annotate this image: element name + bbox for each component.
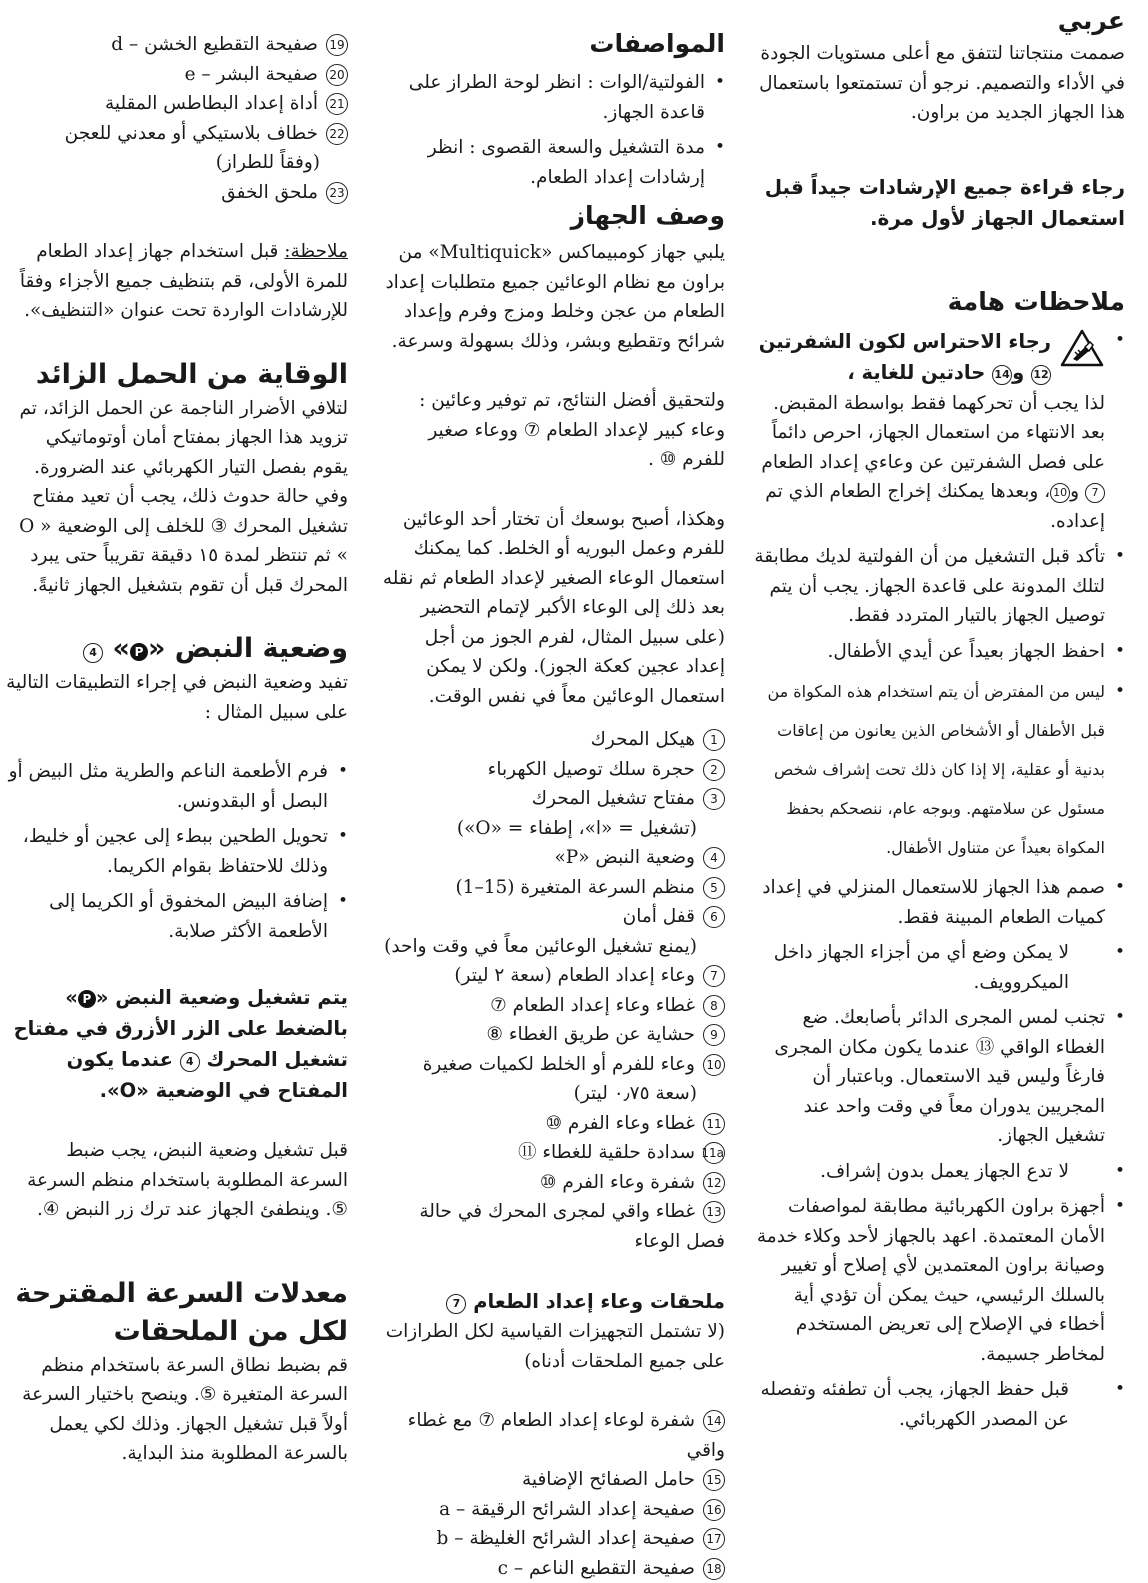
item-number: 8 — [703, 995, 725, 1017]
item-text: غطاء وعاء الفرم ⑩ — [545, 1113, 695, 1134]
item-text: ملحق الخفق — [221, 182, 318, 203]
item-text: حشاية عن طريق الغطاء ⑧ — [486, 1024, 695, 1045]
list-item: • احفظ الجهاز بعيداً عن أيدي الأطفال. — [753, 637, 1125, 667]
list-item — [380, 1554, 725, 1583]
list-item: • لا يمكن وضع أي من أجزاء الجهاز داخل الميكروويف. — [753, 938, 1125, 997]
list-item — [380, 843, 725, 873]
important-notes-heading: ملاحظات هامة — [753, 284, 1125, 320]
item-text: (يمنع تشغيل الوعائين معاً في وقت واحد) — [384, 936, 697, 957]
list-item — [380, 873, 725, 903]
pulse-operation-bold: يتم تشغيل وضعية النبض «P» بالضغط على الزر الأزرق في مفتاح تشغيل المحرك 4 عندما يكون المفتاح في الوضعية «O». — [6, 982, 348, 1106]
item-number: 7 — [703, 965, 725, 987]
specifications-heading: المواصفات — [380, 26, 725, 62]
item-text: صفيحة التقطيع الخشن – d — [111, 34, 318, 55]
list-item: • قبل حفظ الجهاز، يجب أن تطفئه وتفصله عن المصدر الكهربائي. — [753, 1375, 1125, 1434]
list-item: • تحويل الطحين ببطء إلى عجين أو خليط، وذلك للاحتفاظ بقوام الكريما. — [6, 822, 348, 881]
list-item: • ليس من المفترض أن يتم استخدام هذه المكواة من قبل الأطفال أو الأشخاص الذين يعانون من إعاقات بدنية أو عقلية، إلا إذا كان ذلك تحت إشراف شخص مسئول عن سلامتهم. وبوجه عام، ننصحكم بحفظ المكواة بعيداً عن متناول الأطفال. — [753, 672, 1125, 867]
item-number: 15 — [703, 1469, 725, 1491]
overload-protection-heading: الوقاية من الحمل الزائد — [6, 356, 348, 394]
item-text: صفيحة البشر – e — [185, 64, 318, 85]
list-item — [380, 784, 725, 814]
item-number: 16 — [703, 1499, 725, 1521]
list-item — [380, 725, 725, 755]
item-text: حامل الصفائح الإضافية — [522, 1469, 695, 1490]
description-paragraph-1: يلبي جهاز كومبيماكس «Multiquick» من براون مع نظام الوعائين جميع متطلبات إعداد الطعام من عجن وخلط ومزج وفرم وإعداد شرائح وتقطيع وبشر، وذلك بسهولة وسرعة. — [380, 238, 725, 356]
intro-paragraph: صممت منتجاتنا لتتفق مع أعلى مستويات الجودة في الأداء والتصميم. نرجو أن تستمتعوا باستعمال هذا الجهاز الجديد من براون. — [753, 39, 1125, 128]
list-item — [380, 991, 725, 1021]
item-text: صفيحة إعداد الشرائح الغليظة – b — [437, 1528, 696, 1549]
item-number: 22 — [326, 123, 348, 145]
item-number: 19 — [326, 34, 348, 56]
speeds-paragraph: قم بضبط نطاق السرعة باستخدام منظم السرعة المتغيرة ⑤. وينصح باختيار السرعة أولاً قبل تشغيل الجهاز. وذلك لكي يعمل بالسرعة المطلوبة منذ البداية. — [6, 1351, 348, 1469]
item-text: مفتاح تشغيل المحرك — [532, 788, 695, 809]
item-text: (تشغيل = «ا»، إطفاء = «O») — [457, 818, 697, 839]
accessories-list-continued — [6, 30, 348, 207]
list-item: • إضافة البيض المخفوق أو الكريما إلى الأطعمة الأكثر صلابة. — [6, 887, 348, 946]
item-text: صفيحة إعداد الشرائح الرقيقة – a — [439, 1499, 695, 1520]
accessories-heading: ملحقات وعاء إعداد الطعام 7 — [380, 1286, 725, 1317]
note-paragraph: ملاحظة: قبل استخدام جهاز إعداد الطعام للمرة الأولى، قم بتنظيف جميع الأجزاء وفقاً للإرشادات الواردة تحت عنوان «التنظيف». — [6, 237, 348, 326]
list-item: • أجهزة براون الكهربائية مطابقة لمواصفات الأمان المعتمدة. اعهد بالجهاز لأحد وكلاء خدمة وصيانة براون المعتمدين لأي إصلاح أو تغيير بالسلك الرئيسي، حيث يمكن أن تؤدي أية أخطاء في الإصلاح إلى تعريض المستخدم لمخاطر جسيمة. — [753, 1192, 1125, 1369]
list-item — [6, 89, 348, 119]
item-text: صفيحة التقطيع الناعم – c — [498, 1558, 695, 1579]
warning-bold-text: رجاء الاحتراس لكون الشفرتين 12 و14 حادتين للغاية ، — [759, 330, 1051, 385]
item-number: 17 — [703, 1528, 725, 1550]
list-item — [380, 1050, 725, 1080]
list-item — [380, 1138, 725, 1168]
item-text: منظم السرعة المتغيرة (15–1) — [455, 877, 695, 898]
item-text: (وفقاً للطراز) — [216, 152, 320, 173]
accessories-note: (لا تشتمل التجهيزات القياسية لكل الطرازات على جميع الملحقات أدناه) — [380, 1317, 725, 1376]
item-number: 1 — [703, 729, 725, 751]
item-number: 5 — [703, 877, 725, 899]
list-item — [6, 148, 348, 178]
item-text: غطاء واقي لمجرى المحرك في حالة فصل الوعاء — [419, 1201, 725, 1252]
item-text: أداة إعداد البطاطس المقلية — [105, 93, 318, 114]
description-paragraph-3: وهكذا، أصبح بوسعك أن تختار أحد الوعائين للفرم وعمل البوريه أو الخلط. كما يمكنك استعمال الوعاء الصغير لإعداد الطعام ثم نقله بعد ذلك إلى الوعاء الأكبر لإتمام التحضير (على سبيل المثال، لفرم الجوز من أجل إعداد عجين كعكة الجوز). ولكن لا يمكن استعمال الوعائين معاً في نفس الوقت. — [380, 505, 725, 712]
list-item: • فرم الأطعمة الناعم والطرية مثل البيض أو البصل أو البقدونس. — [6, 757, 348, 816]
item-number: 4 — [703, 847, 725, 869]
list-item — [380, 1020, 725, 1050]
item-number: 18 — [703, 1558, 725, 1580]
list-item — [380, 814, 725, 844]
list-item — [6, 30, 348, 60]
list-item — [380, 755, 725, 785]
item-number: 6 — [703, 906, 725, 928]
parts-list — [380, 725, 725, 1256]
list-item — [380, 1079, 725, 1109]
warning-text: لذا يجب أن تحركهما فقط بواسطة المقبض. بعد الانتهاء من استعمال الجهاز، احرص دائماً على فصل الشفرتين عن وعاءي إعداد الطعام 7 و10، وبعدها يمكنك إخراج الطعام الذي تم إعداده. — [753, 389, 1105, 537]
sharp-blade-warning-icon — [1059, 328, 1105, 368]
column-middle — [380, 0, 725, 1583]
pulse-uses-list — [6, 757, 348, 946]
item-number: 21 — [326, 93, 348, 115]
item-number: 2 — [703, 759, 725, 781]
list-item — [380, 1109, 725, 1139]
important-notes-list — [753, 326, 1125, 1435]
overload-paragraph: لتلافي الأضرار الناجمة عن الحمل الزائد، تم تزويد هذا الجهاز بمفتاح أمان أوتوماتيكي يقوم بفصل التيار الكهربائي عند الضرورة. وفي حالة حدوث ذلك، يجب أن تعيد مفتاح تشغيل المحرك ③ للخلف إلى الوضعية « O » ثم تنتظر لمدة ١٥ دقيقة تقريباً حتى يبرد المحرك قبل أن تقوم بتشغيل الجهاز ثانيةً. — [6, 394, 348, 601]
item-number: 20 — [326, 64, 348, 86]
list-item — [380, 1406, 725, 1465]
list-item — [380, 1465, 725, 1495]
item-number: 12 — [703, 1172, 725, 1194]
list-item — [753, 326, 1125, 537]
list-item — [380, 961, 725, 991]
description-paragraph-2: ولتحقيق أفضل النتائج، تم توفير وعائين : وعاء كبير لإعداد الطعام ⑦ ووعاء صغير للفرم ⑩ . — [380, 386, 725, 475]
item-number: 9 — [703, 1024, 725, 1046]
list-item — [6, 60, 348, 90]
item-text: قفل أمان — [623, 906, 695, 927]
item-text: حجرة سلك توصيل الكهرباء — [488, 759, 695, 780]
list-item: • الفولتية/الوات : انظر لوحة الطراز على قاعدة الجهاز. — [380, 68, 725, 127]
list-item — [6, 178, 348, 208]
column-left — [6, 0, 348, 1469]
list-item — [380, 1524, 725, 1554]
item-text: غطاء وعاء إعداد الطعام ⑦ — [490, 995, 695, 1016]
item-text: وعاء للفرم أو الخلط لكميات صغيرة — [423, 1054, 695, 1075]
recommended-speeds-heading: معدلات السرعة المقترحة لكل من الملحقات — [6, 1275, 348, 1351]
pulse-paragraph-2: قبل تشغيل وضعية النبض، يجب ضبط السرعة المطلوبة باستخدام منظم السرعة ⑤. وينطفئ الجهاز عند ترك زر النبض ④. — [6, 1136, 348, 1225]
column-right — [753, 0, 1125, 1440]
list-item: • لا تدع الجهاز يعمل بدون إشراف. — [753, 1157, 1125, 1187]
item-number: 14 — [703, 1410, 725, 1432]
pulse-mode-heading: وضعية النبض «P» 4 — [6, 630, 348, 668]
list-item: • تجنب لمس المجرى الدائر بأصابعك. ضع الغطاء الواقي ⑬ عندما يكون مكان المجرى فارغاً وليس قيد الاستعمال. وباعتبار أن المجريين يدوران معاً في وقت واحد عند تشغيل الجهاز. — [753, 1003, 1125, 1151]
accessories-list — [380, 1406, 725, 1583]
read-instructions-warning: رجاء قراءة جميع الإرشادات جيداً قبل استعمال الجهاز لأول مرة. — [753, 172, 1125, 234]
item-text: هيكل المحرك — [591, 729, 695, 750]
list-item — [380, 1168, 725, 1198]
list-item — [380, 1495, 725, 1525]
device-description-heading: وصف الجهاز — [380, 198, 725, 234]
item-text: شفرة وعاء الفرم ⑩ — [540, 1172, 695, 1193]
item-number: 10 — [703, 1054, 725, 1076]
item-text: سدادة حلقية للغطاء ⑪ — [518, 1142, 695, 1163]
item-number: 13 — [703, 1201, 725, 1223]
list-item: • صمم هذا الجهاز للاستعمال المنزلي في إعداد كميات الطعام المبينة فقط. — [753, 873, 1125, 932]
item-number: 11a — [703, 1142, 725, 1164]
item-text: وعاء إعداد الطعام (سعة ٢ ليتر) — [454, 965, 695, 986]
item-text: شفرة لوعاء إعداد الطعام ⑦ مع غطاء واقي — [408, 1410, 725, 1461]
list-item — [380, 1197, 725, 1256]
item-number: 11 — [703, 1113, 725, 1135]
specifications-list — [380, 68, 725, 192]
item-text: وضعية النبض «P» — [554, 847, 695, 868]
list-item — [380, 902, 725, 932]
pulse-intro: تفيد وضعية النبض في إجراء التطبيقات التالية على سبيل المثال : — [6, 668, 348, 727]
item-text: (سعة ٠٫٧٥ ليتر) — [574, 1083, 697, 1104]
list-item — [6, 119, 348, 149]
item-number: 3 — [703, 788, 725, 810]
list-item: • مدة التشغيل والسعة القصوى : انظر إرشادات إعداد الطعام. — [380, 133, 725, 192]
item-text: خطاف بلاستيكي أو معدني للعجن — [65, 123, 318, 144]
list-item — [380, 932, 725, 962]
item-number: 23 — [326, 182, 348, 204]
list-item: • تأكد قبل التشغيل من أن الفولتية لديك مطابقة لتلك المدونة على قاعدة الجهاز. يجب أن يتم توصيل الجهاز بالتيار المتردد فقط. — [753, 542, 1125, 631]
language-title: عربي — [753, 6, 1125, 35]
